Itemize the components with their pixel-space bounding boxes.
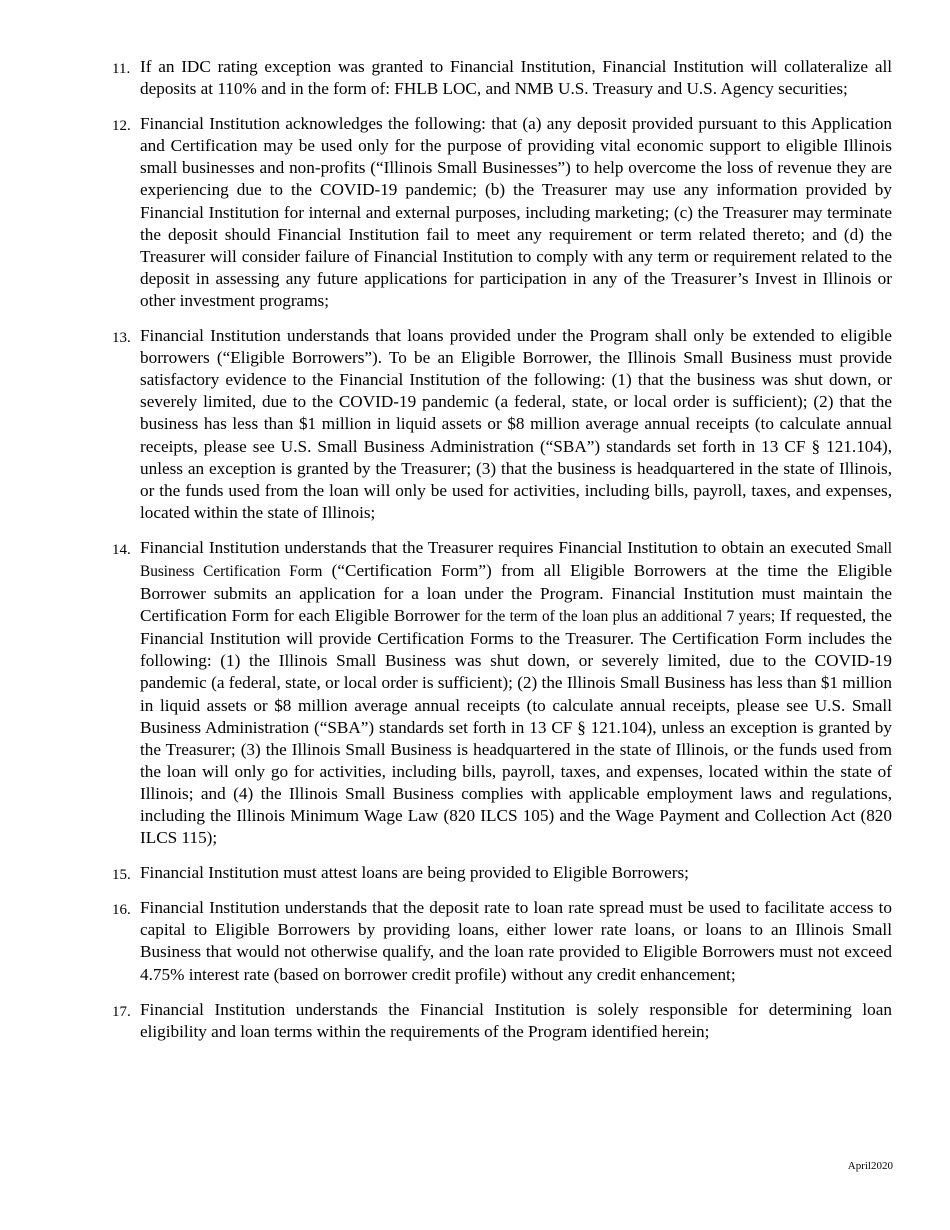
form-name-text: Small Business Certification Form: [140, 539, 892, 580]
list-item: [0, 325, 950, 524]
list-item: [0, 999, 950, 1043]
numbered-list: [0, 56, 950, 1056]
item-text: If requested, the Financial Institution will provide Certification Forms to the Treasurer. The Certification Form includes the following: (1) the Illinois Small Business was shut down, or severely limited, due to the COVID-19 pandemic (a federal, state, or local order is sufficient); (2) the Illinois Small Business has less than $1 million in liquid assets or $8 million average annual receipts (to calculate annual receipts, please see U.S. Small Business Administration (“SBA”) standards set forth in 13 CF § 121.104), unless an exception is granted by the Treasurer; (3) the Illinois Small Business is headquartered in the state of Illinois, or the funds used from the loan will only go for activities, including bills, payroll, taxes, and expenses, located within the state of Illinois; and (4) the Illinois Small Business complies with applicable employment laws and regulations, including the Illinois Minimum Wage Law (820 ILCS 105) and the Wage Payment and Collection Act (820 ILCS 115);: [140, 606, 892, 848]
list-item: [0, 113, 950, 312]
item-text: If an IDC rating exception was granted to Financial Institution, Financial Institution will collateralize all deposits at 110% and in the form of: FHLB LOC, and NMB U.S. Treasury and U.S. Agency securities;: [140, 57, 892, 99]
item-number: 14.: [112, 541, 131, 558]
item-number: 15.: [112, 867, 131, 884]
list-item: [0, 862, 950, 884]
item-text: Financial Institution understands that loans provided under the Program shall only be extended to eligible borrowers (“Eligible Borrowers”). To be an Eligible Borrower, the Illinois Small Business must provide satisfactory evidence to the Financial Institution of the following: (1) that the business was shut down, or severely limited, due to the COVID-19 pandemic (a federal, state, or local order is sufficient); (2) that the business has less than $1 million in liquid assets or $8 million average annual receipts (to calculate annual receipts, please see U.S. Small Business Administration (“SBA”) standards set forth in 13 CF § 121.104), unless an exception is granted by the Treasurer; (3) that the business is headquartered in the state of Illinois, or the funds used from the loan will only be used for activities, including bills, payroll, taxes, and expenses, located within the state of Illinois;: [140, 326, 892, 522]
item-number: 16.: [112, 902, 131, 919]
item-text: (“Certification Form”) from all Eligible Borrowers at the time the Eligible Borrower submits an application for a loan under the Program. Financial Institution must maintain the Certification Form for each Eligible Borrower: [140, 560, 892, 626]
item-text: Financial Institution understands that the deposit rate to loan rate spread must be used to facilitate access to capital to Eligible Borrowers by providing loans, either lower rate loans, or loans to an Illinois Small Business that would not otherwise qualify, and the loan rate provided to Eligible Borrowers must not exceed 4.75% interest rate (based on borrower credit profile) without any credit enhancement;: [140, 898, 892, 984]
list-item: [0, 897, 950, 985]
retention-term-text: for the term of the loan plus an additional 7 years;: [464, 608, 776, 626]
list-item: [0, 537, 950, 849]
footer-date: April2020: [847, 1160, 893, 1172]
item-number: 12.: [112, 118, 131, 135]
list-item: [0, 56, 950, 100]
item-number: 17.: [112, 1003, 131, 1020]
item-text: Financial Institution must attest loans are being provided to Eligible Borrowers;: [140, 863, 689, 883]
item-text: Financial Institution understands the Financial Institution is solely responsible for determining loan eligibility and loan terms within the requirements of the Program identified herein;: [140, 999, 892, 1041]
item-number: 13.: [112, 330, 131, 347]
item-text: Financial Institution understands that the Treasurer requires Financial Institution to obtain an executed: [140, 537, 857, 557]
item-text: Financial Institution acknowledges the following: that (a) any deposit provided pursuant to this Application and Certification may be used only for the purpose of providing vital economic support to eligible Illinois small businesses and non-profits (“Illinois Small Businesses”) to help overcome the loss of revenue they are experiencing due to the COVID-19 pandemic; (b) the Treasurer may use any information provided by Financial Institution for internal and external purposes, including marketing; (c) the Treasurer may terminate the deposit should Financial Institution fail to meet any requirement or term related thereto; and (d) the Treasurer will consider failure of Financial Institution to comply with any term or requirement related to the deposit in assessing any future applications for participation in any of the Treasurer’s Invest in Illinois or other investment programs;: [140, 114, 892, 310]
item-number: 11.: [112, 61, 131, 77]
